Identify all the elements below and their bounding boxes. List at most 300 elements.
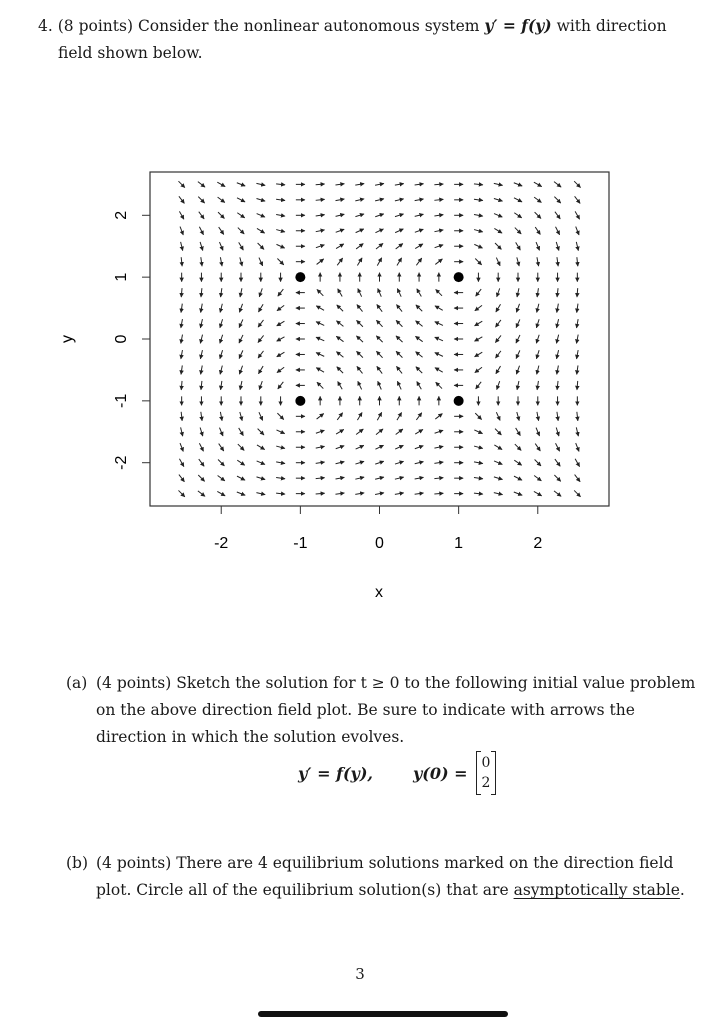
field-arrow	[496, 351, 501, 358]
field-arrow	[276, 244, 284, 248]
y-tick-label: -1	[113, 393, 131, 408]
field-arrow	[200, 350, 202, 359]
field-arrow	[277, 305, 284, 310]
field-arrow	[180, 227, 183, 235]
field-arrow	[375, 199, 384, 201]
field-arrow	[199, 227, 203, 235]
field-arrow	[200, 319, 202, 328]
field-arrow	[259, 412, 263, 420]
field-arrow	[535, 212, 541, 218]
field-arrow	[277, 352, 285, 357]
field-arrow	[475, 321, 483, 326]
field-arrow	[259, 258, 263, 266]
field-arrow	[577, 335, 579, 344]
field-arrow	[494, 477, 503, 480]
field-arrow	[377, 258, 381, 266]
field-arrow	[181, 365, 182, 374]
field-arrow	[277, 413, 283, 419]
field-arrow	[378, 288, 382, 296]
field-arrow	[516, 304, 519, 312]
field-arrow	[397, 258, 402, 266]
field-arrow	[179, 211, 183, 219]
field-arrow	[277, 321, 285, 326]
field-arrow	[237, 460, 244, 465]
field-arrow	[201, 304, 203, 313]
field-arrow	[181, 412, 182, 421]
field-arrow	[355, 493, 364, 495]
field-arrow	[199, 212, 204, 219]
field-arrows	[178, 181, 580, 497]
field-arrow	[475, 337, 483, 341]
field-arrow	[436, 382, 442, 388]
field-arrow	[577, 381, 578, 390]
field-arrow	[336, 336, 343, 341]
field-arrow	[415, 199, 424, 201]
field-arrow	[317, 259, 324, 265]
field-arrow	[516, 428, 521, 436]
field-arrow	[217, 491, 225, 495]
field-arrow	[258, 429, 264, 435]
field-arrow	[476, 289, 482, 296]
field-arrow	[517, 381, 519, 390]
field-arrow	[515, 444, 521, 450]
field-arrow	[537, 257, 539, 266]
field-arrow	[395, 477, 404, 479]
y-tick-label: 1	[113, 272, 131, 282]
field-arrow	[494, 214, 502, 217]
field-arrow	[240, 288, 242, 297]
field-arrow	[259, 288, 262, 296]
part-a	[66, 670, 696, 751]
field-arrow	[395, 229, 403, 233]
field-arrow	[574, 181, 580, 187]
field-arrow	[316, 306, 324, 311]
field-arrow	[516, 242, 521, 250]
field-arrow	[537, 381, 538, 390]
field-arrow	[335, 184, 344, 185]
field-arrow	[181, 319, 183, 328]
field-arrow	[258, 335, 264, 342]
field-arrow	[276, 430, 284, 434]
field-arrow	[357, 305, 363, 312]
field-arrow	[258, 243, 264, 249]
field-arrow	[514, 476, 522, 480]
field-arrow	[416, 352, 423, 358]
field-arrow	[181, 304, 182, 313]
field-arrow	[495, 243, 501, 249]
field-arrow	[378, 381, 382, 389]
field-arrow	[577, 319, 579, 328]
field-arrow	[557, 257, 558, 266]
vec-top: 0	[481, 755, 491, 771]
home-indicator[interactable]	[258, 1011, 508, 1017]
field-arrow	[557, 366, 559, 375]
field-arrow	[356, 244, 363, 249]
field-arrow	[537, 288, 538, 297]
field-arrow	[376, 320, 382, 327]
field-arrow	[395, 461, 404, 464]
page-number: 3	[355, 965, 365, 983]
field-arrow	[358, 289, 362, 297]
field-arrow	[415, 493, 424, 494]
field-arrow	[375, 461, 384, 464]
field-arrow	[576, 227, 579, 235]
field-arrow	[316, 245, 324, 248]
field-arrow	[375, 214, 384, 217]
field-arrow	[336, 462, 345, 464]
field-arrow	[475, 413, 481, 419]
field-arrow	[474, 430, 482, 434]
field-arrow	[239, 366, 242, 374]
field-arrow	[220, 412, 222, 421]
field-arrow	[278, 382, 284, 389]
field-arrow	[220, 319, 223, 328]
field-arrow	[474, 446, 483, 448]
field-arrow	[181, 257, 182, 266]
field-arrow	[316, 215, 325, 216]
field-arrow	[396, 366, 402, 373]
field-arrow	[535, 227, 540, 234]
field-arrow	[276, 230, 285, 232]
field-arrow	[555, 459, 560, 466]
field-arrow	[534, 182, 542, 186]
field-arrow	[355, 477, 364, 479]
field-arrow	[356, 429, 363, 434]
field-arrow	[396, 305, 402, 312]
question-line2: field shown below.	[58, 44, 203, 62]
field-arrow	[219, 444, 224, 451]
field-arrow	[434, 199, 443, 200]
field-arrow	[336, 199, 345, 201]
field-arrow	[317, 382, 323, 388]
field-arrow	[415, 184, 424, 185]
field-arrow	[556, 335, 558, 344]
x-axis-label: x	[375, 584, 383, 601]
field-arrow	[337, 367, 343, 373]
field-arrow	[198, 475, 204, 481]
field-arrow	[474, 184, 483, 185]
field-arrow	[435, 245, 443, 248]
field-arrow	[577, 257, 578, 266]
x-tick-label: 2	[533, 535, 543, 552]
field-arrow	[220, 257, 222, 266]
field-arrow	[201, 288, 202, 297]
field-arrow	[377, 304, 382, 311]
part-a-text: Sketch the solution for t ≥ 0 to the following initial value problem on the above direction field plot. Be sure to indicate with arrows the direction in which the solution evolves.	[96, 674, 696, 746]
field-arrow	[259, 381, 262, 389]
part-a-label: (a)	[66, 674, 88, 692]
field-arrow	[257, 214, 265, 217]
field-arrow	[494, 493, 503, 495]
equilibrium-point[interactable]	[295, 396, 305, 406]
field-arrow	[575, 196, 581, 203]
part-b-points: (4 points)	[96, 854, 172, 872]
field-arrow	[240, 257, 242, 266]
field-arrow	[376, 351, 382, 358]
field-arrow	[416, 305, 422, 311]
field-arrow	[474, 478, 483, 479]
field-arrow	[201, 412, 202, 421]
equilibrium-point[interactable]	[454, 396, 464, 406]
field-arrow	[257, 461, 265, 464]
field-arrow	[258, 320, 263, 327]
field-arrow	[417, 289, 422, 297]
field-arrow	[356, 229, 364, 233]
field-arrow	[219, 227, 224, 234]
part-b	[66, 850, 696, 904]
field-arrow	[376, 336, 382, 342]
field-arrow	[556, 227, 560, 235]
field-arrow	[276, 184, 285, 185]
field-arrow	[276, 478, 285, 479]
field-arrow	[198, 197, 204, 203]
field-arrow	[336, 477, 345, 479]
field-arrow	[179, 196, 185, 203]
question-points: (8 points)	[57, 17, 133, 35]
field-arrow	[355, 184, 364, 186]
field-arrow	[277, 259, 283, 265]
field-arrow	[415, 244, 423, 249]
field-arrow	[201, 366, 203, 375]
field-arrow	[435, 353, 443, 357]
field-arrow	[178, 181, 184, 187]
field-arrow	[574, 490, 580, 496]
field-arrow	[220, 304, 222, 313]
field-arrow	[575, 459, 579, 467]
field-arrow	[199, 443, 203, 451]
field-arrow	[496, 412, 500, 420]
field-arrow	[536, 319, 539, 328]
field-arrow	[435, 414, 442, 420]
field-arrow	[221, 288, 222, 297]
field-arrow	[496, 304, 501, 312]
field-arrow	[395, 214, 404, 217]
field-arrow	[554, 182, 561, 188]
field-arrow	[435, 259, 442, 265]
field-arrow	[337, 258, 342, 265]
field-arrow	[316, 322, 324, 326]
field-arrow	[200, 427, 203, 436]
equilibrium-point[interactable]	[454, 272, 464, 282]
field-arrow	[316, 478, 325, 479]
field-arrow	[221, 381, 222, 390]
field-arrow	[276, 493, 285, 494]
field-arrow	[556, 242, 559, 251]
field-arrow	[556, 443, 560, 451]
field-arrow	[516, 366, 519, 374]
initial-vector	[476, 751, 497, 795]
field-arrow	[557, 288, 558, 297]
field-arrow	[218, 197, 225, 202]
field-arrow	[181, 427, 183, 436]
field-arrow	[415, 336, 422, 341]
field-arrow	[415, 462, 424, 464]
field-arrow	[336, 352, 343, 358]
field-arrow	[179, 475, 185, 482]
field-arrow	[535, 444, 540, 451]
x-tick-label: -1	[293, 535, 308, 552]
field-arrow	[554, 197, 560, 203]
field-arrow	[416, 258, 421, 265]
field-arrow	[494, 228, 502, 233]
field-arrow	[395, 184, 404, 186]
field-arrow	[181, 350, 183, 359]
field-arrow	[376, 429, 383, 435]
field-arrow	[516, 319, 520, 327]
field-arrow	[514, 460, 521, 465]
part-a-points: (4 points)	[96, 674, 172, 692]
field-arrow	[180, 443, 183, 451]
x-tick-label: 1	[454, 535, 464, 552]
field-arrow	[435, 322, 443, 326]
field-arrow	[434, 446, 443, 448]
field-arrow	[434, 230, 443, 232]
field-arrow	[357, 412, 362, 420]
field-arrow	[435, 430, 443, 433]
field-arrow	[239, 304, 242, 312]
question-number: 4.	[38, 17, 53, 35]
field-arrow	[256, 477, 265, 480]
field-arrow	[577, 304, 578, 313]
field-arrow	[534, 475, 541, 480]
field-arrow	[277, 337, 285, 341]
field-arrow	[217, 182, 225, 186]
field-arrow	[396, 244, 403, 249]
field-arrow	[495, 335, 501, 342]
field-arrow	[375, 493, 384, 495]
field-arrow	[199, 459, 204, 466]
field-arrow	[198, 182, 205, 188]
field-arrow	[396, 351, 402, 357]
field-arrow	[357, 320, 363, 326]
field-arrow	[496, 320, 501, 327]
field-arrow	[355, 461, 364, 464]
field-arrow	[557, 381, 558, 390]
field-arrow	[395, 445, 403, 449]
field-arrow	[338, 382, 343, 390]
field-arrow	[476, 382, 482, 389]
field-arrow	[514, 198, 522, 202]
y-tick-label: 2	[113, 210, 131, 220]
field-arrow	[237, 492, 245, 495]
field-arrow	[375, 184, 384, 186]
equilibrium-point[interactable]	[295, 272, 305, 282]
question-lead: Consider the nonlinear autonomous system	[137, 17, 480, 35]
field-arrow	[220, 335, 223, 344]
field-arrow	[198, 491, 205, 497]
field-arrow	[497, 381, 500, 389]
field-arrow	[415, 446, 423, 449]
field-arrow	[238, 444, 244, 450]
field-arrow	[337, 305, 343, 311]
field-arrow	[376, 243, 383, 249]
vec-bottom: 2	[481, 775, 491, 791]
field-arrow	[375, 229, 383, 233]
field-arrow	[497, 288, 500, 296]
field-arrow	[336, 446, 344, 449]
field-arrow	[395, 199, 404, 201]
system-equation: y′ = f(y)	[484, 16, 552, 35]
field-arrow	[256, 493, 265, 495]
x-tick-label: -2	[214, 535, 229, 552]
field-arrow	[276, 446, 285, 448]
field-arrow	[415, 214, 424, 216]
field-arrow	[357, 366, 363, 373]
field-arrow	[416, 367, 422, 373]
field-arrow	[219, 428, 222, 436]
field-arrow	[181, 242, 183, 251]
field-arrow	[536, 350, 539, 359]
field-arrow	[396, 320, 402, 326]
field-arrow	[316, 230, 325, 232]
field-arrow	[240, 381, 242, 390]
field-arrow	[356, 445, 364, 449]
field-arrow	[316, 462, 325, 463]
field-arrow	[415, 229, 423, 232]
field-arrow	[336, 229, 344, 232]
field-arrow	[575, 475, 581, 482]
field-arrow	[435, 337, 443, 341]
field-arrow	[474, 230, 483, 232]
field-arrow	[218, 212, 224, 218]
field-arrow	[517, 288, 519, 297]
part-b-text: There are 4 equilibrium solutions marked on the direction field plot. Circle all of the equilibrium solution(s) that are	[96, 854, 674, 899]
field-arrow	[218, 460, 224, 466]
field-arrow	[377, 412, 381, 420]
field-arrow	[536, 242, 539, 250]
field-arrow	[516, 335, 520, 343]
field-arrow	[181, 381, 182, 390]
field-arrow	[517, 412, 519, 421]
field-arrow	[200, 335, 202, 344]
field-arrow	[181, 288, 182, 297]
field-arrow	[316, 430, 324, 433]
field-arrow	[257, 445, 265, 450]
field-arrow	[434, 478, 443, 479]
field-arrow	[357, 351, 363, 357]
field-arrow	[576, 242, 578, 251]
field-arrow	[396, 429, 403, 434]
field-arrow	[475, 367, 482, 372]
field-arrow	[239, 319, 243, 327]
field-arrow	[436, 289, 442, 295]
field-arrow	[577, 288, 578, 297]
field-arrow	[336, 214, 345, 216]
field-arrow	[276, 199, 285, 200]
field-arrow	[537, 304, 539, 313]
field-arrow	[516, 350, 520, 358]
field-arrow	[377, 366, 382, 373]
field-arrow	[416, 413, 421, 420]
field-arrow	[474, 199, 483, 200]
field-arrow	[557, 350, 559, 359]
field-arrow	[496, 366, 501, 374]
field-arrow	[555, 212, 560, 219]
field-arrow	[375, 445, 383, 449]
field-arrow	[355, 199, 364, 201]
field-arrow	[494, 199, 503, 202]
field-arrow	[278, 289, 284, 296]
field-arrow	[475, 259, 481, 265]
field-arrow	[577, 350, 579, 359]
field-arrow	[178, 490, 184, 496]
field-arrow	[335, 493, 344, 494]
field-arrow	[239, 242, 244, 250]
field-arrow	[316, 184, 325, 185]
field-arrow	[417, 382, 422, 390]
field-arrow	[514, 183, 522, 186]
field-arrow	[397, 289, 401, 297]
